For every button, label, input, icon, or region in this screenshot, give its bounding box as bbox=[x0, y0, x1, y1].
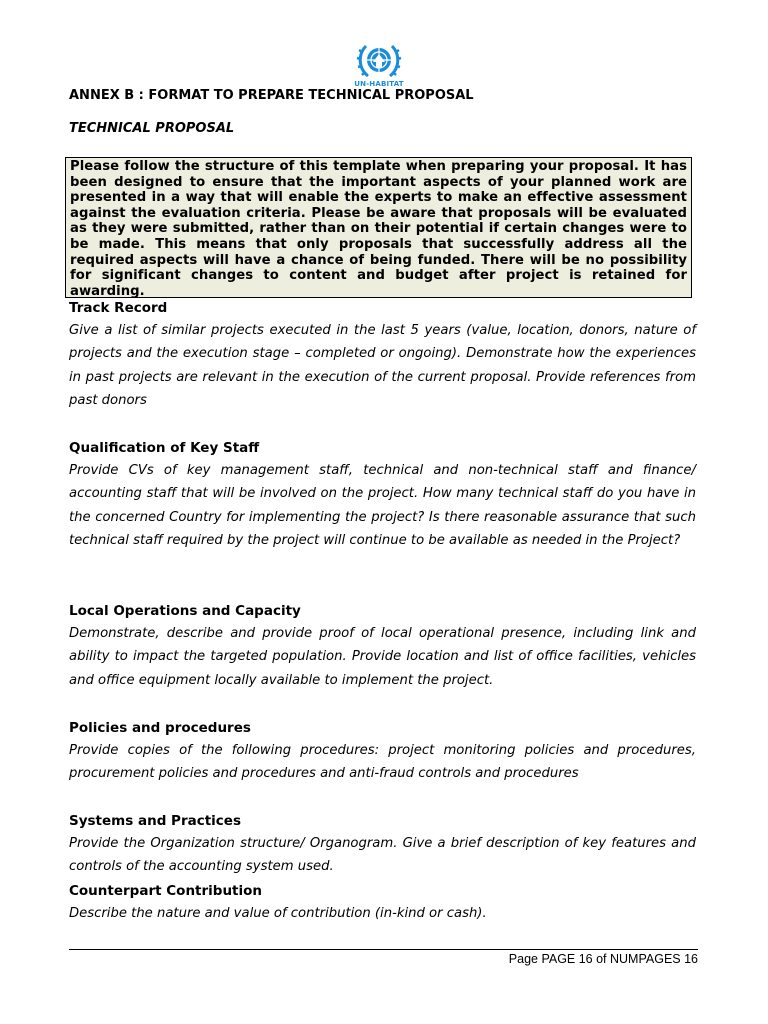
section-heading: Qualification of Key Staff bbox=[69, 440, 260, 456]
section-body: Provide copies of the following procedures: project monitoring policies and procedures, procurement policies and procedures and anti-fraud controls and procedures bbox=[69, 743, 696, 782]
section-body: Give a list of similar projects executed in the last 5 years (value, location, donors, nature of projects and the execution stage – completed or ongoing). Demonstrate how the experiences in past projects are relevant in the execution of the current proposal. Provide references from past donors bbox=[69, 323, 696, 409]
section-heading: Local Operations and Capacity bbox=[69, 603, 301, 619]
footer-divider bbox=[69, 949, 698, 950]
section-body: Describe the nature and value of contribution (in-kind or cash). bbox=[69, 906, 487, 921]
instructions-box: Please follow the structure of this template when preparing your proposal. It has been designed to ensure that the important aspects of your planned work are presented in a way that will enable the experts to make an effective assessment against the evaluation criteria. Please be aware that proposals will be evaluated as they were submitted, rather than on their potential if certain changes were to be made. This means that only proposals that successfully address all the required aspects will have a chance of being funded. There will be no possibility for significant changes to content and budget after project is retained for awarding. bbox=[65, 157, 692, 298]
section-body: Provide the Organization structure/ Organogram. Give a brief description of key features and controls of the accounting system used. bbox=[69, 836, 696, 875]
section-track-record bbox=[69, 299, 696, 413]
logo-caption: UN-HABITAT bbox=[354, 80, 404, 88]
section-counterpart bbox=[69, 882, 696, 925]
un-emblem-icon bbox=[356, 40, 402, 82]
page-number: Page PAGE 16 of NUMPAGES 16 bbox=[508, 952, 698, 966]
section-local-operations bbox=[69, 602, 696, 692]
section-systems bbox=[69, 812, 696, 879]
section-policies bbox=[69, 719, 696, 786]
section-heading: Counterpart Contribution bbox=[69, 883, 263, 899]
section-body: Demonstrate, describe and provide proof of local operational presence, including link and ability to impact the targeted population. Provide location and list of office facilities, vehicles and office equipment locally available to implement the project. bbox=[69, 626, 696, 688]
section-key-staff bbox=[69, 439, 696, 553]
document-subtitle: TECHNICAL PROPOSAL bbox=[69, 121, 235, 136]
section-heading: Track Record bbox=[69, 300, 168, 316]
section-body: Provide CVs of key management staff, technical and non-technical staff and finance/ accounting staff that will be involved on the project. How many technical staff do you have in the concerned Country for implementing the project? Is there reasonable assurance that such technical staff required by the project will continue to be available as needed in the Project? bbox=[69, 463, 696, 549]
section-heading: Policies and procedures bbox=[69, 720, 251, 736]
annex-title: ANNEX B : FORMAT TO PREPARE TECHNICAL PROPOSAL bbox=[69, 88, 474, 103]
section-heading: Systems and Practices bbox=[69, 813, 241, 829]
